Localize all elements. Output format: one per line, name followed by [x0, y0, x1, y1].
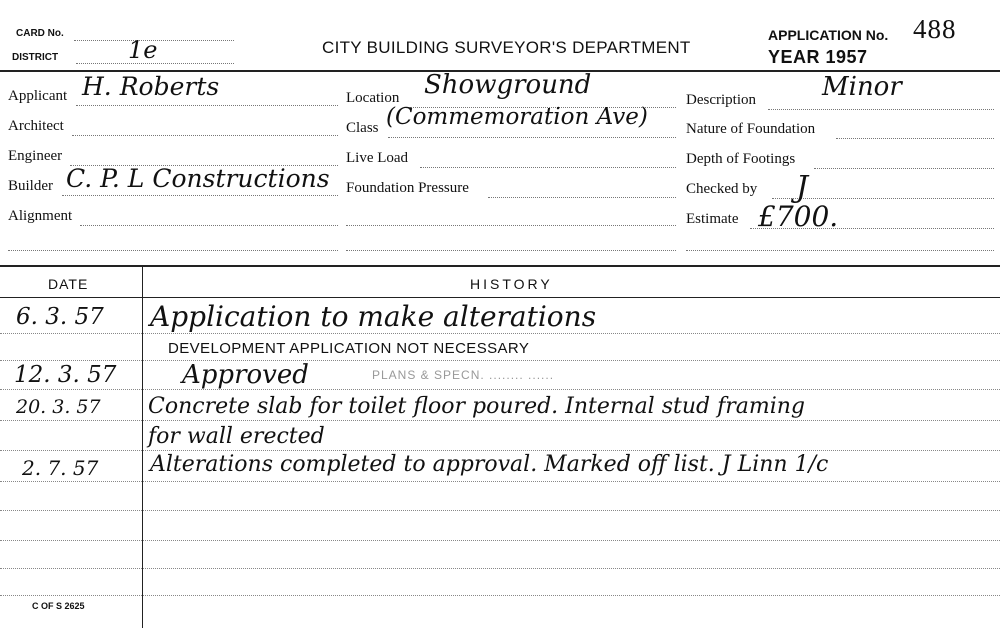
ruled-line — [0, 568, 1000, 569]
ruled-line — [0, 450, 1000, 451]
builder-value: C. P. L Constructions — [66, 164, 330, 193]
engineer-label: Engineer — [8, 148, 63, 164]
application-no-value: 488 — [913, 14, 957, 44]
col2-line-6 — [346, 250, 676, 251]
history-header-border — [0, 297, 1000, 298]
applicant-value: H. Roberts — [82, 72, 220, 101]
history-text: for wall erected — [148, 424, 325, 449]
depth-of-footings-line — [814, 168, 994, 169]
checked-by-value: J — [796, 170, 809, 205]
history-text: Concrete slab for toilet floor poured. Internal stud framing — [148, 394, 806, 419]
year-label: YEAR 1957 — [768, 47, 868, 67]
ruled-line — [0, 595, 1000, 596]
history-date: 20. 3. 57 — [16, 396, 101, 418]
ruled-line — [0, 420, 1000, 421]
architect-line — [72, 135, 338, 136]
architect-label: Architect — [8, 118, 64, 134]
estimate-label: Estimate — [686, 211, 739, 227]
history-text: Application to make alterations — [150, 300, 597, 333]
description-value: Minor — [822, 72, 902, 102]
description-label: Description — [686, 92, 756, 108]
card-no-label: CARD No. — [16, 28, 64, 39]
applicant-label: Applicant — [8, 88, 68, 104]
history-top-border — [0, 265, 1000, 267]
foundation-pressure-line — [488, 197, 676, 198]
nature-of-foundation-line — [836, 138, 994, 139]
history-stamp-development: DEVELOPMENT APPLICATION NOT NECESSARY — [168, 340, 530, 357]
location-label: Location — [346, 90, 400, 106]
foundation-pressure-label: Foundation Pressure — [346, 180, 469, 196]
ruled-line — [0, 481, 1000, 482]
form-code: C OF S 2625 — [32, 601, 85, 611]
date-header: DATE — [48, 276, 89, 292]
class-line — [388, 137, 676, 138]
depth-of-footings-label: Depth of Footings — [686, 151, 796, 167]
col3-line-6 — [686, 250, 994, 251]
history-date: 6. 3. 57 — [16, 304, 104, 330]
ruled-line — [0, 510, 1000, 511]
history-text: Alterations completed to approval. Marked off list. J Linn 1/c — [150, 452, 829, 477]
alignment-line — [80, 225, 338, 226]
nature-of-foundation-label: Nature of Foundation — [686, 121, 816, 137]
application-no-label: APPLICATION No. — [768, 27, 889, 43]
history-date: 12. 3. 57 — [14, 362, 117, 388]
live-load-line — [420, 167, 676, 168]
ruled-line — [0, 389, 1000, 390]
location-value: Showground — [424, 70, 592, 100]
description-line — [768, 109, 994, 110]
date-column-divider — [142, 265, 143, 628]
district-label: DISTRICT — [12, 52, 59, 63]
ruled-line — [0, 360, 1000, 361]
alignment-line-2 — [8, 250, 338, 251]
alignment-label: Alignment — [8, 208, 73, 224]
history-text: Approved — [182, 360, 309, 390]
class-label: Class — [346, 120, 379, 136]
checked-by-label: Checked by — [686, 181, 758, 197]
builder-label: Builder — [8, 178, 53, 194]
district-value: 1e — [128, 36, 158, 64]
live-load-label: Live Load — [346, 150, 409, 166]
ruled-line — [0, 540, 1000, 541]
ruled-line — [0, 333, 1000, 334]
history-header: HISTORY — [470, 276, 553, 292]
history-date: 2. 7. 57 — [22, 456, 99, 480]
class-value: (Commemoration Ave) — [386, 104, 648, 130]
estimate-value: £700. — [758, 200, 839, 233]
applicant-line — [76, 105, 338, 106]
builder-line — [62, 195, 338, 196]
col2-line-5 — [346, 225, 676, 226]
history-stamp-plans: PLANS & SPECN. ........ ...... — [372, 368, 555, 382]
department-title: CITY BUILDING SURVEYOR'S DEPARTMENT — [322, 38, 691, 57]
